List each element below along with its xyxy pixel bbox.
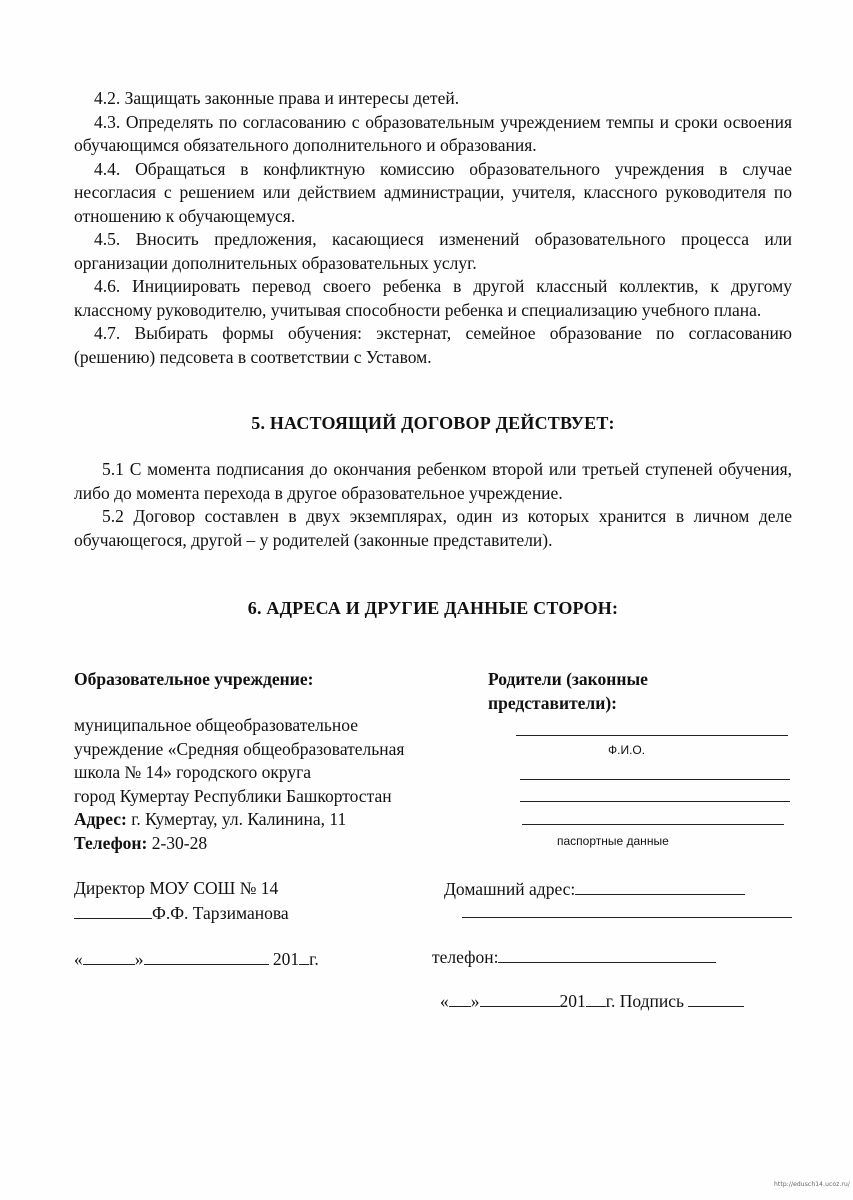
- parent-signature-blank[interactable]: [688, 989, 744, 1007]
- parent-date-year-suffix: г. Подпись: [605, 991, 684, 1011]
- clause-4-7: 4.7. Выбирать формы обучения: экстернат, семейное образование по согласованию (решению) педсовета в соответствии с Уставом.: [74, 323, 792, 367]
- parent-passport-line-2[interactable]: [520, 801, 790, 802]
- school-address-value: г. Кумертау, ул. Калинина, 11: [126, 809, 347, 829]
- school-phone: [74, 832, 494, 856]
- director-signature-blank[interactable]: [74, 901, 152, 919]
- clause-5-2: 5.2 Договор составлен в двух экземплярах, один из которых хранится в личном деле обучающегося, другой – у родителей (законные представители).: [74, 506, 792, 550]
- school-phone-label: Телефон:: [74, 832, 148, 853]
- parent-date-year-blank[interactable]: [586, 989, 606, 1007]
- parent-date-year: 201: [559, 991, 586, 1011]
- parent-date-open-quote: «: [440, 991, 449, 1011]
- parents-heading-line-1: Родители (законные: [488, 669, 648, 689]
- parent-home-address: [444, 877, 745, 902]
- home-address-blank[interactable]: [575, 877, 745, 895]
- parent-date-month-blank[interactable]: [480, 989, 560, 1007]
- clause-4-2: 4.2. Защищать законные права и интересы детей.: [94, 88, 460, 108]
- parent-phone-blank[interactable]: [498, 945, 716, 963]
- section-4-clauses: [74, 87, 792, 369]
- school-details: [74, 714, 494, 855]
- school-name-line-3: школа № 14» городского округа: [74, 762, 312, 782]
- director-name: Ф.Ф. Тарзиманова: [152, 903, 289, 923]
- parent-fio-line[interactable]: [516, 735, 788, 736]
- section-5-title: 5. НАСТОЯЩИЙ ДОГОВОР ДЕЙСТВУЕТ:: [251, 413, 615, 433]
- home-address-label: Домашний адрес:: [444, 879, 576, 899]
- school-phone-value: 2-30-28: [147, 832, 208, 853]
- school-address-label: Адрес:: [74, 809, 127, 829]
- parent-passport-line-3[interactable]: [522, 824, 784, 825]
- school-date-year: 201: [272, 949, 300, 969]
- school-address: [74, 808, 494, 832]
- school-heading: Образовательное учреждение:: [74, 669, 314, 689]
- parent-phone: [432, 945, 716, 970]
- clause-4-6: 4.6. Инициировать перевод своего ребенка в другой классный коллектив, к другому классному руководителю, учитывая способности ребенка и специализацию учебного плана.: [74, 276, 792, 320]
- parents-heading: [488, 668, 788, 715]
- school-date-year-blank[interactable]: [299, 947, 309, 965]
- clause-4-4: 4.4. Обращаться в конфликтную комиссию образовательного учреждения в случае несогласия с решением или действием администрации, учителя, классного руководителя по отношению к обучающемуся.: [74, 158, 792, 226]
- parents-heading-line-2: представители):: [488, 692, 617, 713]
- fio-caption: Ф.И.О.: [608, 743, 646, 757]
- director-title: Директор МОУ СОШ № 14: [74, 878, 279, 898]
- section-5-clauses: [74, 458, 792, 552]
- passport-caption: паспортные данные: [557, 834, 669, 848]
- parent-date-close-quote: »: [470, 991, 480, 1011]
- parent-passport-line-1[interactable]: [520, 779, 790, 780]
- school-date-month-blank[interactable]: [144, 947, 269, 965]
- school-date-open-quote: «: [74, 949, 83, 969]
- school-column-heading-wrap: [74, 668, 474, 692]
- school-date-line: [74, 947, 319, 972]
- parent-date-signature: [440, 989, 744, 1014]
- footer-url-stamp: http://edusch14.ucoz.ru/: [774, 1180, 850, 1188]
- section-6-title: 6. АДРЕСА И ДРУГИЕ ДАННЫЕ СТОРОН:: [247, 598, 619, 618]
- director-signature-line: [74, 901, 289, 926]
- school-name-line-2: учреждение «Средняя общеобразовательная: [74, 738, 405, 759]
- school-date-close-quote: »: [134, 949, 144, 969]
- school-name-line-1: муниципальное общеобразовательное: [74, 715, 358, 735]
- school-date-day-blank[interactable]: [83, 947, 135, 965]
- parent-phone-label: телефон:: [432, 947, 499, 967]
- clause-5-1: 5.1 С момента подписания до окончания ребенком второй или третьей ступеней обучения, либо до момента перехода в другое образовательное учреждение.: [74, 459, 792, 503]
- parent-date-day-blank[interactable]: [449, 989, 471, 1007]
- clause-4-3: 4.3. Определять по согласованию с образовательным учреждением темпы и сроки освоения обучающимся обязательного дополнительного и образования.: [74, 111, 792, 155]
- home-address-line-2[interactable]: [462, 917, 792, 918]
- clause-4-5: 4.5. Вносить предложения, касающиеся изменений образовательного процесса или организации дополнительных образовательных услуг.: [74, 229, 792, 273]
- school-date-year-suffix: г.: [309, 949, 319, 969]
- school-name-line-4: город Кумертау Республики Башкортостан: [74, 785, 392, 806]
